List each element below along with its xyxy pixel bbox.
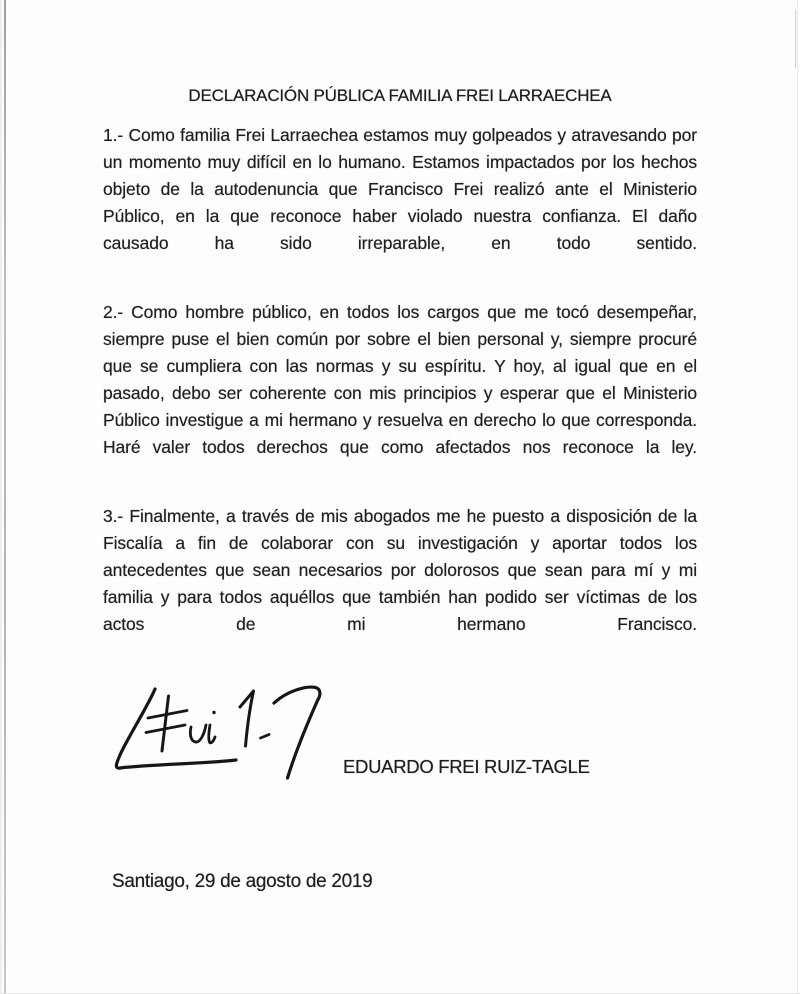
dateline: Santiago, 29 de agosto de 2019	[112, 871, 373, 892]
scan-edge-artifact	[4, 0, 6, 994]
scan-edge-artifact	[797, 0, 799, 994]
paragraph-1: 1.- Como familia Frei Larraechea estamos muy golpeados y atravesando por un momento muy difícil en lo humano. Estamos impactados por los hechos objeto de la autodenuncia que Francisco Frei realizó ante el Ministerio Público, en la que reconoce haber violado nuestra confianza. El daño causado ha sido irreparable, en todo sentido.	[103, 125, 697, 253]
paragraph-2: 2.- Como hombre público, en todos los cargos que me tocó desempeñar, siempre puse el bien común por sobre el bien personal y, siempre procuré que se cumpliera con las normas y su espíritu. Y hoy, al igual que en el pasado, debo ser coherente con mis principios y esperar que el Ministerio Público investigue a mi hermano y resuelva en derecho lo que corresponda. Haré valer todos derechos que como afectados nos reconoce la ley.	[103, 302, 697, 457]
signature-block	[110, 684, 590, 786]
paragraph-3: 3.- Finalmente, a través de mis abogados me he puesto a disposición de la Fiscalía a fin de colaborar con su investigación y aportar todos los antecedentes que sean necesarios por dolorosos que sean para mí y mi familia y para todos aquéllos que también han podido ser víctimas de los actos de mi hermano Francisco.	[103, 506, 697, 634]
signatory-name: EDUARDO FREI RUIZ-TAGLE	[343, 756, 590, 777]
scan-edge-artifact	[795, 10, 797, 68]
handwritten-signature-icon	[110, 684, 328, 786]
letter-body	[103, 82, 697, 680]
document-title: DECLARACIÓN PÚBLICA FAMILIA FREI LARRAECHEA	[188, 86, 612, 105]
scan-edge-artifact	[0, 0, 2, 994]
